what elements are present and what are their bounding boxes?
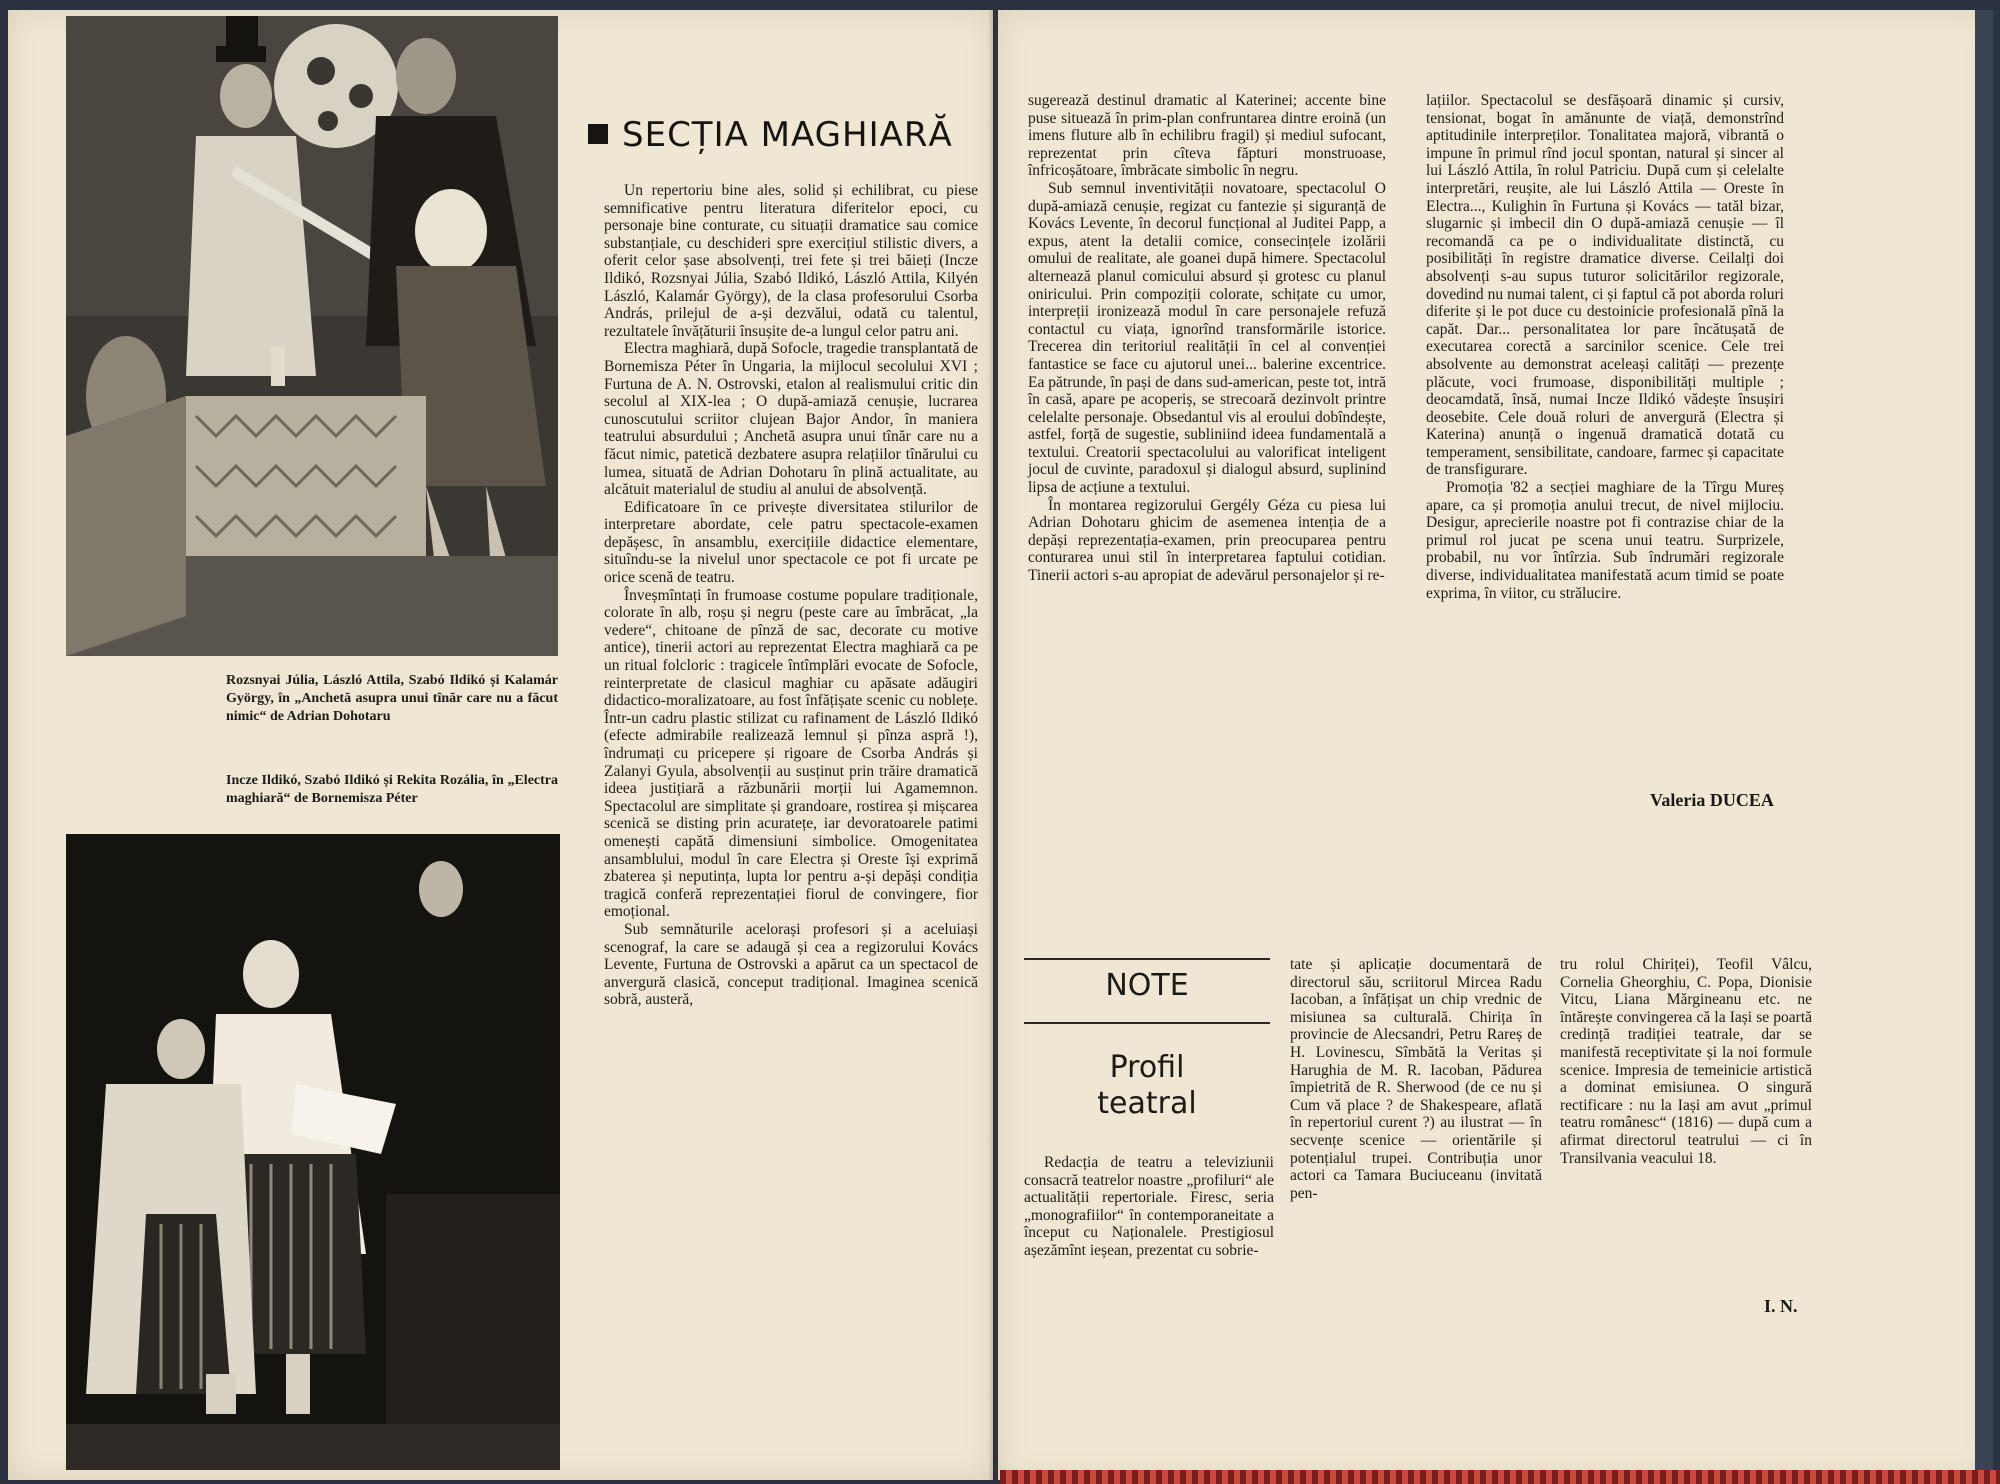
- note-title: [1024, 1050, 1270, 1122]
- paragraph: Redacția de teatru a televiziunii consacră teatrelor noastre „profiluri“ ale actualității repertoriale. Firesc, seria „monografiilor“ în contemporaneitate a început cu Naționalele. Prestigiosul așezămînt ieșean, prezentat cu sobrie-: [1024, 1154, 1274, 1259]
- article-column-right-1: [1028, 92, 1386, 585]
- paragraph: lațiilor. Spectacolul se desfășoară dinamic și cursiv, tensionat, bogat în amănunte de viață, demonstrînd aptitudinile interpreților. Tonalitatea majoră, vibrantă o impune în primul rînd jocul spontan, natural și sincer al lui László Attila, în rolul Patriciu. După cum și celelalte interpretări, reușite, ale lui László Attila — Oreste în Electra..., Kulighin în Furtuna și Kovács — tatăl bizar, slugarnic și imbecil din O după-amiază cenușie — îl recomandă ca pe o individualitate distinctă, cu posibilități în registre dramatice diverse. Ceilalți doi absolvenți s-au supus tuturor solicitărilor regizorale, dovedind nu numai talent, ci și faptul că pot aborda roluri diferite și le pot duce cu destoinicie profesională pînă la capăt. Dar... personalitatea lor pare încătușată de executarea corectă a sarcinilor scenice. Cele trei absolvente au demonstrat aceleași calități — prezențe plăcute, voci frumoase, disponibilități multiple ; deocamdată, însă, numai Incze Ildikó vădește însușiri deosebite. Cele două roluri de anvergură (Electra și Katerina) anunță o ingenuă dramatică dotată cu temperament, sensibilitate, candoare, farmec și capacitate de transfigurare.: [1426, 92, 1784, 479]
- photo-caption-top: Rozsnyai Júlia, László Attila, Szabó Ildikó și Kalamár György, în „Anchetă asupra unui tînăr care nu a făcut nimic“ de Adrian Dohotaru: [226, 673, 558, 724]
- note-column-b: [1290, 956, 1542, 1202]
- paragraph: Un repertoriu bine ales, solid și echilibrat, cu piese semnificative pentru literatura diferitelor epoci, cu personaje bine conturate, cu situații dramatice sau comice substanțiale, cu deschideri spre exercițiul stilistic divers, a oferit celor șase absolvenți, trei fete și trei băieți (Incze Ildikó, Rozsnyai Júlia, Szabó Ildikó, László Attila, Kilyén László, Kalamár György), de la clasa profesorului Csorba András, prilejul de a-și dezvălui, odată cu talentul, rezultatele învățăturii însușite de-a lungul celor patru ani.: [604, 182, 978, 340]
- stage-photo-ancheta: [66, 16, 558, 656]
- author-signature: Valeria DUCEA: [1650, 790, 1774, 810]
- square-bullet-icon: [588, 124, 608, 144]
- photo-caption-bottom: Incze Ildikó, Szabó Ildikó și Rekita Rozália, în „Electra maghiară“ de Bornemisza Péter: [226, 773, 558, 806]
- note-rule-bottom: [1024, 1022, 1270, 1024]
- note-title-line2: teatral: [1097, 1086, 1197, 1121]
- book-binding-strip: [1000, 1470, 2000, 1484]
- paragraph: Electra maghiară, după Sofocle, tragedie transplantată de Bornemisza Péter în Ungaria, la mijlocul secolului XVI ; Furtuna de A. N. Ostrovski, etalon al realismului critic din secolul al XIX-lea ; O după-amiază cenușie, lucrarea cunoscutului scriitor clujean Bajor Andor, în maniera teatrului absurdului ; Anchetă asupra unui tînăr care nu a făcut nimic, patetică dezbatere asupra relațiilor tînărului cu lumea, situată de Adrian Dohotaru în plină actualitate, au alcătuit materialul de studiu al anului de absolvență.: [604, 340, 978, 499]
- note-rule-top: [1024, 958, 1270, 960]
- right-page: [998, 10, 1993, 1480]
- left-page: [8, 10, 993, 1480]
- paragraph: Edificatoare în ce privește diversitatea stilurilor de interpretare abordate, cele patru spectacole-examen depășesc, în ansamblu, exercițiile didactice elementare, situîndu-se la nivelul unor spectacole ce pot fi urcate pe orice scenă de teatru.: [604, 498, 978, 587]
- paragraph: Sub semnul inventivității novatoare, spectacolul O după-amiază cenușie, regizat cu fantezie și siguranță de Kovács Levente, în decorul funcțional al Juditei Papp, a expus, atent la detalii comice, consecințele izolării omului de realitate, ale goanei după himere. Spectacolul alternează planul comicului absurd și grotesc cu planul oniricului. Prin compoziții colorate, schițate cu umor, interpreții ironizează modul în care personajele refuză contactul cu viața, ignorînd transformările istorice. Trecerea din teritoriul realității în cel al convenției fantastice se face cu ajutorul unei... balerine excentrice. Ea pătrunde, în pași de dans sud-american, peste tot, intră în casă, apare pe acoperiș, se strecoară dezinvolt printre celelalte personaje. Obsedantul vis al eroului dobîndește, astfel, forță de sugestie, subliniind ideea fundamentală a textului. Creatorii spectacolului au valorificat inteligent jocul de cuvinte, paradoxul și dialogul absurd, suplinind lipsa de acțiune a textului.: [1028, 179, 1386, 497]
- article-column-right-2: [1426, 92, 1784, 602]
- paragraph: În montarea regizorului Gergély Géza cu piesa lui Adrian Dohotaru ghicim de asemenea intenția de a depăși reprezentația-examen, prin preocuparea pentru conturarea unui stil în interpretarea faptului cotidian. Tinerii actori s-au apropiat de adevărul personajelor și re-: [1028, 496, 1386, 585]
- article-column-left: [604, 182, 978, 1009]
- note-column-c: [1560, 956, 1812, 1167]
- paragraph: tru rolul Chiriței), Teofil Vâlcu, Cornelia Gheorghiu, C. Popa, Dionisie Vitcu, Liana Mărgineanu etc. ne întărește convingerea că la Iași se poartă credință tradiției teatrale, dar se manifestă receptivitate și la noi formule scenice. Impresia de temeinicie artistică a dominat emisiunea. O singură rectificare : nu la Iași am avut „primul teatru românesc“ (1816) — după cum a afirmat directorul teatrului — ci în Transilvania veacului 18.: [1560, 956, 1812, 1167]
- note-column-a: [1024, 1154, 1274, 1260]
- paragraph: Sub semnăturile acelorași profesori și a aceluiași scenograf, la care se adaugă și cea a regizorului Kovács Levente, Furtuna de Ostrovski a apărut ca un spectacol de anvergură clasică, conceput tradițional. Imaginea scenică sobră, austeră,: [604, 920, 978, 1009]
- section-heading-text: SECȚIA MAGHIARĂ: [622, 115, 953, 155]
- section-heading: [588, 115, 953, 155]
- paragraph: Promoția '82 a secției maghiare de la Tîrgu Mureș apare, ca și promoția anului trecut, de nivel mijlociu. Desigur, aprecierile noastre pot fi contrazise chiar de la primul rol jucat pe scena unui teatru. Surprizele, probabil, nu vor întîrzia. Sub îndrumări regizorale diverse, individualitatea manifestată acum timid se poate exprima, în viitor, cu strălucire.: [1426, 479, 1784, 602]
- note-label: NOTE: [1105, 968, 1189, 1003]
- stage-photo-electra: [66, 834, 560, 1470]
- paragraph: tate și aplicație documentară de directorul său, scriitorul Mircea Radu Iacoban, a înfățișat un chip vrednic de misiunea sa culturală. Chirița în provincie de Alecsandri, Petru Rareș de H. Lovinescu, Sîmbătă la Veritas și Harughia de M. R. Iacoban, Pădurea împietrită de R. Sherwood (de ce nu și Cum vă place ? de Shakespeare, aflată în repertoriul curent ?) au ilustrat — în secvențe scenice — orientările și potențialul trupei. Contribuția unor actori ca Tamara Buciuceanu (invitată pen-: [1290, 956, 1542, 1202]
- page-edge-tab: [1975, 10, 1993, 1480]
- note-signature: I. N.: [1764, 1296, 1798, 1316]
- note-title-line1: Profil: [1109, 1050, 1185, 1085]
- paragraph: sugerează destinul dramatic al Katerinei; accente bine puse situează în prim-plan confruntarea dintre eroină (un imens fluture alb în echilibru fragil) și mediul sufocant, reprezentat prin cîteva făpturi monstruoase, înfricoșătoare, îmbrăcate simbolic în negru.: [1028, 92, 1386, 180]
- paragraph: Înveșmîntați în frumoase costume populare tradiționale, colorate în alb, roșu și negru (peste care au îmbrăcat, „la vedere“, chitoane de pînză de sac, decorate cu motive antice), tinerii actori au reprezentat Electra maghiară ca pe un ritual folcloric : tragicele întîmplări evocate de Sofocle, reinterpretate de clasicul maghiar cu apăsate adăugiri didactico-moralizatoare, au fost înfățișate scenic cu noblețe. Într-un cadru plastic stilizat cu rafinament de László Ildikó (efecte admirabile realizează lemnul și pînza aspră !), îndrumați cu pricepere și rigoare de Csorba András și Zalanyi Gyula, absolvenții au susținut prin trăire dramatică ideea justițiară a răzbunării morții lui Agamemnon. Spectacolul are simplitate și grandoare, rostirea și mișcarea scenică se disting prin acuratețe, iar devoratoarele patimi omenești capătă dimensiuni simbolice. Omogenitatea ansamblului, modul în care Electra și Oreste își exprimă zbaterea și neputința, lupta lor pentru a-și depăși condiția tragică conferă reprezentației fiorul de convingere, fior emoțional.: [604, 586, 978, 921]
